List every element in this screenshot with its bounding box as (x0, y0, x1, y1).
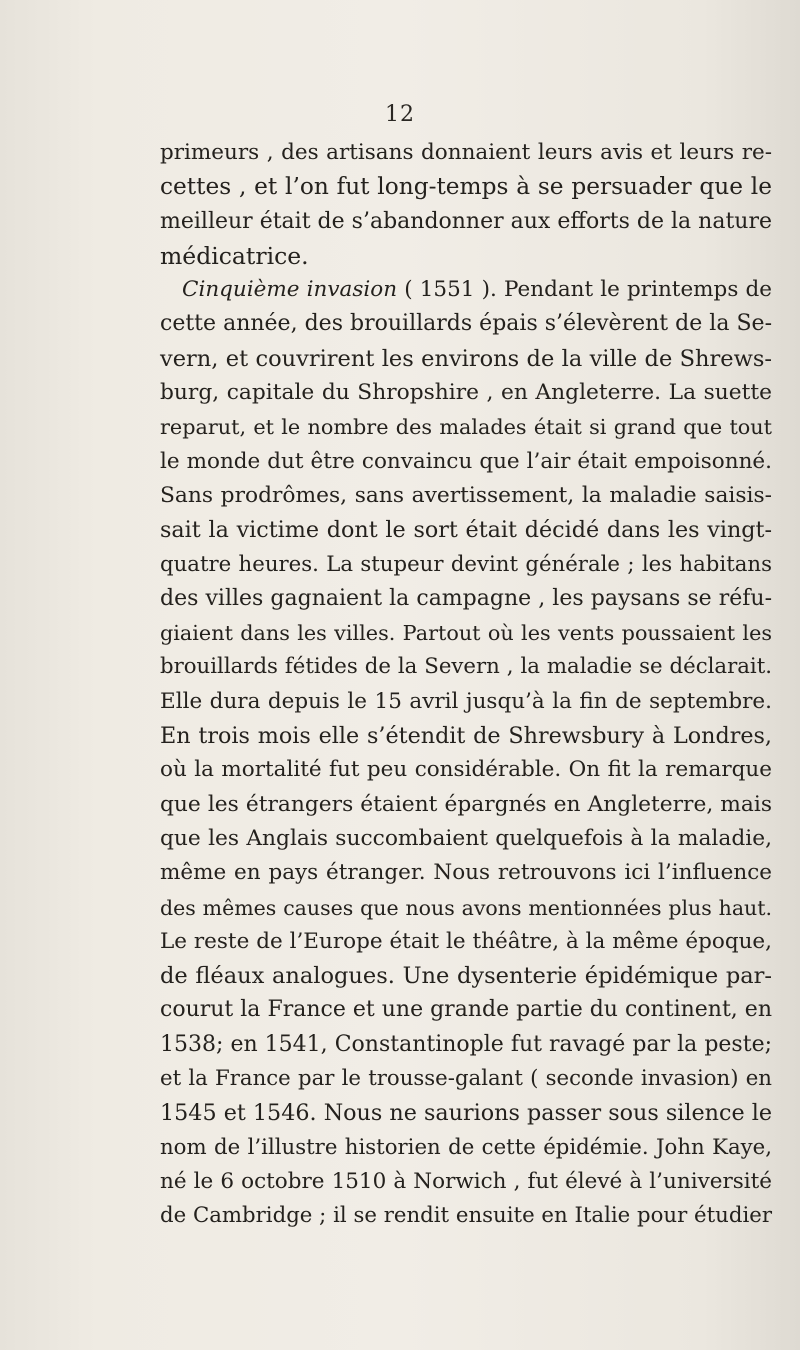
text-line: En trois mois elle s’étendit de Shrewsbury à Londres, (160, 723, 772, 750)
text-line: que les Anglais succombaient quelquefois à la maladie, (160, 825, 772, 851)
text-line: courut la France et une grande partie du continent, en (160, 997, 772, 1023)
text-line: même en pays étranger. Nous retrouvons ici l’influence (160, 860, 772, 886)
text-line: giaient dans les villes. Partout où les vents poussaient les (160, 621, 772, 646)
text-line: cette année, des brouillards épais s’élevèrent de la Se- (160, 311, 772, 337)
text-line: Sans prodrômes, sans avertissement, la maladie saisis- (160, 482, 772, 508)
text-line: quatre heures. La stupeur devint générale ; les habitans (160, 551, 772, 577)
text-line: Pendant le printemps de (504, 277, 772, 303)
section-heading: Cinquième invasion (182, 277, 398, 303)
body-text (160, 136, 772, 1234)
text-line: meilleur était de s’abandonner aux efforts de la nature (160, 208, 772, 234)
text-line: des villes gagnaient la campagne , les paysans se réfu- (160, 585, 772, 611)
text-line: et la France par le trousse-galant ( seconde invasion) en (160, 1066, 772, 1092)
text-line: sait la victime dont le sort était décidé dans les vingt- (160, 517, 772, 544)
page-number: 12 (385, 102, 415, 127)
section-heading-line (160, 273, 772, 307)
text-line: de fléaux analogues. Une dysenterie épidémique par- (160, 963, 772, 990)
text-line: de Cambridge ; il se rendit ensuite en Italie pour étudier (160, 1203, 772, 1229)
text-line: des mêmes causes que nous avons mentionnées plus haut. (160, 895, 772, 920)
text-line: où la mortalité fut peu considérable. On fit la remarque (160, 757, 772, 783)
text-line: médicatrice. (160, 241, 309, 270)
text-line: le monde dut être convaincu que l’air était empoisonné. (160, 448, 772, 474)
text-line: vern, et couvrirent les environs de la ville de Shrews- (160, 345, 772, 372)
text-line: reparut, et le nombre des malades était si grand que tout (160, 415, 772, 440)
text-line: burg, capitale du Shropshire , en Angleterre. La suette (160, 380, 772, 406)
text-line: que les étrangers étaient épargnés en Angleterre, mais (160, 791, 772, 817)
text-line: né le 6 octobre 1510 à Norwich , fut élevé à l’université (160, 1168, 772, 1194)
section-year: ( 1551 ). (397, 277, 504, 303)
text-line: 1538; en 1541, Constantinople fut ravagé par la peste; (160, 1031, 772, 1057)
text-line: Le reste de l’Europe était le théâtre, à la même époque, (160, 928, 772, 954)
text-line: 1545 et 1546. Nous ne saurions passer sous silence le (160, 1100, 772, 1127)
text-line: nom de l’illustre historien de cette épidémie. John Kaye, (160, 1134, 772, 1160)
text-line: brouillards fétides de la Severn , la maladie se déclarait. (160, 654, 772, 680)
text-line: Elle dura depuis le 15 avril jusqu’à la fin de septembre. (160, 688, 772, 714)
text-line: primeurs , des artisans donnaient leurs avis et leurs re- (160, 140, 772, 165)
text-line: cettes , et l’on fut long-temps à se persuader que le (160, 173, 772, 201)
